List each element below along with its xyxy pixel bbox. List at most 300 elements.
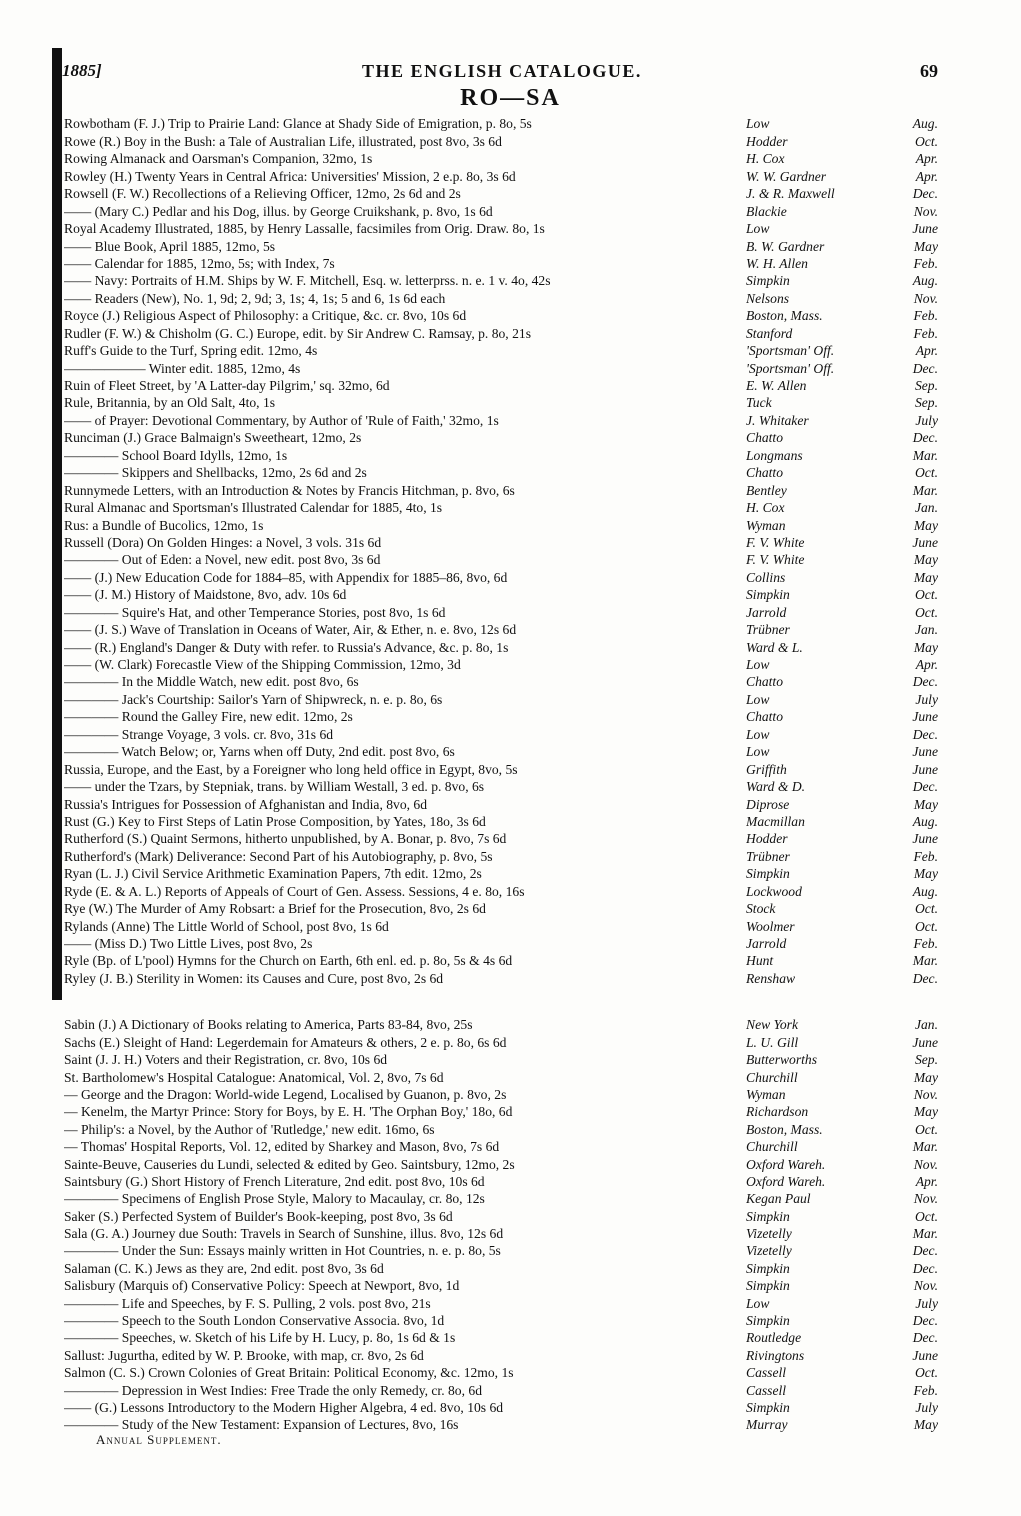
catalogue-entry (64, 220, 942, 237)
catalogue-entry (64, 150, 942, 167)
entry-publisher: Lockwood (746, 883, 802, 899)
entry-title: ———— Out of Eden: a Novel, new edit. post 8vo, 3s 6d (64, 552, 381, 568)
entry-publisher: Simpkin (746, 273, 790, 289)
entry-title: Russell (Dora) On Golden Hinges: a Novel, 3 vols. 31s 6d (64, 534, 382, 550)
entry-title: Salisbury (Marquis of) Conservative Policy: Speech at Newport, 8vo, 1d (64, 1278, 460, 1294)
catalogue-entry (64, 1138, 942, 1155)
catalogue-entry (64, 359, 942, 376)
catalogue-entry (64, 1173, 942, 1190)
entry-list-ro (64, 115, 942, 987)
entry-month: Dec. (912, 1313, 938, 1329)
entry-month: Oct. (914, 1208, 938, 1224)
entry-publisher: Butterworths (746, 1052, 817, 1068)
entry-title: Saker (S.) Perfected System of Builder's Book-keeping, post 8vo, 3s 6d (64, 1208, 453, 1224)
catalogue-entry (64, 394, 942, 411)
catalogue-entry (64, 1086, 942, 1103)
entry-month: May (913, 238, 938, 254)
entry-publisher: Woolmer (746, 918, 795, 934)
catalogue-entry (64, 690, 942, 707)
entry-title: Sainte-Beuve, Causeries du Lundi, selected & edited by Geo. Saintsbury, 12mo, 2s (64, 1156, 515, 1172)
catalogue-entry (64, 1033, 942, 1050)
catalogue-entry (64, 324, 942, 341)
entry-month: Dec. (912, 186, 938, 202)
entry-title: Ruff's Guide to the Turf, Spring edit. 12mo, 4s (64, 343, 318, 359)
entry-month: Aug. (912, 273, 938, 289)
entry-title: — Kenelm, the Martyr Prince: Story for Boys, by E. H. 'The Orphan Boy,' 18o, 6d (64, 1104, 513, 1120)
entry-month: Dec. (912, 1260, 938, 1276)
entry-title: Ryan (L. J.) Civil Service Arithmetic Examination Papers, 7th edit. 12mo, 2s (64, 866, 482, 882)
entry-publisher: Wyman (746, 1086, 786, 1102)
entry-month: Oct. (914, 604, 938, 620)
catalogue-entry (64, 307, 942, 324)
entry-month: Nov. (913, 1086, 938, 1102)
entry-title: —— (Mary C.) Pedlar and his Dog, illus. by George Cruikshank, p. 8vo, 1s 6d (64, 203, 493, 219)
entry-title: Rowe (R.) Boy in the Bush: a Tale of Australian Life, illustrated, post 8vo, 3s 6d (64, 133, 502, 149)
entry-month: June (912, 1347, 938, 1363)
entry-publisher: Stanford (746, 325, 793, 341)
entry-title: Rutherford's (Mark) Deliverance: Second Part of his Autobiography, p. 8vo, 5s (64, 848, 493, 864)
entry-month: May (913, 1104, 938, 1120)
entry-month: Dec. (912, 1330, 938, 1346)
entry-month: Oct. (914, 133, 938, 149)
entry-month: Mar. (912, 482, 938, 498)
entry-title: ———— Watch Below; or, Yarns when off Duty, 2nd edit. post 8vo, 6s (64, 744, 455, 760)
entry-publisher: Low (746, 726, 770, 742)
catalogue-entry (64, 708, 942, 725)
entry-month: Feb. (913, 1382, 938, 1398)
catalogue-entry (64, 795, 942, 812)
entry-title: — George and the Dragon: World-wide Legend, Localised by Guanon, p. 8vo, 2s (64, 1086, 507, 1102)
entry-month: Oct. (914, 918, 938, 934)
entry-title: —— under the Tzars, by Stepniak, trans. by William Westall, 3 ed. p. 8vo, 6s (64, 779, 485, 795)
entry-month: July (915, 1295, 938, 1311)
entry-publisher: Murray (746, 1417, 788, 1433)
catalogue-entry (64, 1329, 942, 1346)
entry-title: ———— Skippers and Shellbacks, 12mo, 2s 6d and 2s (64, 465, 367, 481)
catalogue-entry (64, 115, 942, 132)
catalogue-entry (64, 743, 942, 760)
entry-month: Dec. (912, 674, 938, 690)
entry-month: Feb. (913, 308, 938, 324)
entry-publisher: Boston, Mass. (746, 1121, 823, 1137)
entry-title: Ryde (E. & A. L.) Reports of Appeals of Court of Gen. Assess. Sessions, 4 e. 8o, 16s (64, 883, 525, 899)
catalogue-entry (64, 464, 942, 481)
entry-month: Sep. (914, 1052, 938, 1068)
entry-publisher: H. Cox (746, 500, 785, 516)
entry-title: —— (W. Clark) Forecastle View of the Shipping Commission, 12mo, 3d (64, 657, 461, 672)
entry-title: —— (J. M.) History of Maidstone, 8vo, adv. 10s 6d (64, 587, 347, 603)
catalogue-entry (64, 185, 942, 202)
catalogue-entry (64, 1399, 942, 1416)
entry-month: Feb. (913, 936, 938, 951)
entry-title: Ryle (Bp. of L'pool) Hymns for the Church on Earth, 6th enl. ed. p. 8o, 5s & 4s 6d (64, 953, 513, 969)
entry-publisher: Vizetelly (746, 1243, 792, 1259)
entry-publisher: New York (746, 1017, 798, 1033)
entry-publisher: Low (746, 657, 770, 672)
entry-month: May (913, 866, 938, 882)
entry-publisher: Richardson (746, 1104, 809, 1120)
catalogue-entry (64, 725, 942, 742)
catalogue-entry (64, 778, 942, 795)
entry-publisher: Ward & L. (746, 639, 803, 655)
catalogue-entry (64, 969, 942, 986)
entry-publisher: Chatto (746, 709, 784, 725)
catalogue-entry (64, 255, 942, 272)
entry-publisher: Wyman (746, 517, 786, 533)
entry-month: Dec. (912, 1243, 938, 1259)
entry-title: ———— Specimens of English Prose Style, Malory to Macaulay, cr. 8o, 12s (64, 1191, 485, 1207)
catalogue-entry (64, 760, 942, 777)
entry-month: Oct. (914, 465, 938, 481)
entry-publisher: Chatto (746, 674, 784, 690)
entry-month: Feb. (913, 255, 938, 271)
entry-publisher: Low (746, 116, 770, 132)
catalogue-entry (64, 167, 942, 184)
entry-month: Sep. (914, 395, 938, 411)
entry-title: Saintsbury (G.) Short History of French Literature, 2nd edit. post 8vo, 10s 6d (64, 1173, 485, 1189)
catalogue-entry (64, 656, 942, 673)
catalogue-entry (64, 638, 942, 655)
entry-publisher: Rivingtons (746, 1347, 805, 1363)
entry-month: Jan. (914, 622, 938, 638)
entry-publisher: Diprose (746, 796, 790, 812)
entry-publisher: Simpkin (746, 1313, 790, 1329)
entry-publisher: F. V. White (746, 534, 805, 550)
entry-publisher: Churchill (746, 1139, 798, 1155)
entry-title: ———— Life and Speeches, by F. S. Pulling, 2 vols. post 8vo, 21s (64, 1295, 431, 1311)
entry-publisher: 'Sportsman' Off. (746, 343, 835, 359)
catalogue-entry (64, 289, 942, 306)
entry-month: June (912, 1034, 938, 1050)
entry-publisher: Cassell (746, 1365, 787, 1381)
entry-publisher: Ward & D. (746, 779, 806, 795)
entry-month: Jan. (914, 1017, 938, 1033)
catalogue-entry (64, 1225, 942, 1242)
entry-publisher: Chatto (746, 465, 784, 481)
entry-publisher: E. W. Allen (746, 378, 807, 393)
entry-month: Dec. (912, 430, 938, 446)
entry-publisher: Simpkin (746, 1278, 790, 1294)
entry-month: Apr. (915, 168, 938, 184)
entry-month: Apr. (915, 657, 938, 672)
catalogue-entry (64, 568, 942, 585)
entry-month: Apr. (915, 151, 938, 167)
entry-publisher: Low (746, 221, 770, 237)
binding-edge (52, 48, 62, 1000)
catalogue-entry (64, 132, 942, 149)
catalogue-entry (64, 1155, 942, 1172)
entry-publisher: Chatto (746, 430, 784, 446)
entry-publisher: Cassell (746, 1382, 787, 1398)
catalogue-entry (64, 1190, 942, 1207)
catalogue-entry (64, 1346, 942, 1363)
entry-month: Aug. (912, 116, 938, 132)
entry-month: June (912, 831, 938, 847)
entry-publisher: Trübner (746, 848, 790, 864)
entry-publisher: Collins (746, 569, 786, 585)
entry-title: ———— Round the Galley Fire, new edit. 12mo, 2s (64, 709, 353, 725)
catalogue-entry (64, 1207, 942, 1224)
catalogue-entry (64, 830, 942, 847)
entry-publisher: Bentley (746, 482, 787, 498)
entry-title: —— (Miss D.) Two Little Lives, post 8vo, 2s (64, 936, 313, 951)
entry-publisher: 'Sportsman' Off. (746, 360, 835, 376)
entry-month: Dec. (912, 360, 938, 376)
entry-title: Rowsell (F. W.) Recollections of a Relieving Officer, 12mo, 2s 6d and 2s (64, 186, 461, 202)
entry-month: Mar. (912, 1226, 938, 1242)
entry-title: ———— Speeches, w. Sketch of his Life by H. Lucy, p. 8o, 1s 6d & 1s (64, 1330, 456, 1346)
entry-month: June (912, 761, 938, 777)
catalogue-entry (64, 673, 942, 690)
catalogue-entry (64, 377, 942, 394)
entry-publisher: Blackie (746, 203, 787, 219)
entry-title: Saint (J. J. H.) Voters and their Registration, cr. 8vo, 10s 6d (64, 1052, 388, 1068)
entry-publisher: Macmillan (746, 813, 805, 829)
entry-publisher: Simpkin (746, 587, 790, 603)
entry-month: Mar. (912, 447, 938, 463)
entry-title: ———— Depression in West Indies: Free Trade the only Remedy, cr. 8o, 6d (64, 1382, 482, 1398)
catalogue-entry (64, 882, 942, 899)
entry-month: Mar. (912, 1139, 938, 1155)
catalogue-entry (64, 1242, 942, 1259)
entry-publisher: Nelsons (746, 290, 790, 306)
entry-title: Sallust: Jugurtha, edited by W. P. Brooke, with map, cr. 8vo, 2s 6d (64, 1347, 424, 1363)
entry-publisher: Simpkin (746, 1399, 790, 1415)
entry-month: Apr. (915, 1173, 938, 1189)
entry-title: —— (G.) Lessons Introductory to the Modern Higher Algebra, 4 ed. 8vo, 10s 6d (64, 1399, 504, 1415)
entry-publisher: Routledge (746, 1330, 802, 1346)
catalogue-entry (64, 1381, 942, 1398)
entry-title: ———— School Board Idylls, 12mo, 1s (64, 447, 288, 463)
entry-month: July (915, 1399, 938, 1415)
entry-month: Aug. (912, 813, 938, 829)
entry-month: July (915, 691, 938, 707)
entry-title: Rule, Britannia, by an Old Salt, 4to, 1s (64, 395, 276, 411)
entry-month: Dec. (912, 970, 938, 986)
entry-list-sa (64, 1016, 942, 1433)
entry-publisher: Hodder (746, 133, 788, 149)
catalogue-entry (64, 621, 942, 638)
section-heading: RO—SA (460, 85, 561, 111)
entry-title: Rudler (F. W.) & Chisholm (G. C.) Europe, edit. by Sir Andrew C. Ramsay, p. 8o, 21s (64, 325, 531, 341)
entry-publisher: W. W. Gardner (746, 168, 827, 184)
catalogue-entry (64, 429, 942, 446)
catalogue-entry (64, 917, 942, 934)
entry-publisher: Hunt (746, 953, 774, 969)
entry-month: Dec. (912, 779, 938, 795)
entry-title: —————— Winter edit. 1885, 12mo, 4s (64, 360, 301, 376)
entry-month: June (912, 709, 938, 725)
entry-month: June (912, 534, 938, 550)
entry-title: —— Blue Book, April 1885, 12mo, 5s (64, 238, 276, 254)
entry-publisher: Low (746, 744, 770, 760)
entry-publisher: H. Cox (746, 151, 785, 167)
catalogue-entry (64, 1416, 942, 1433)
entry-title: ———— Strange Voyage, 3 vols. cr. 8vo, 31s 6d (64, 726, 334, 742)
entry-title: ———— Under the Sun: Essays mainly written in Hot Countries, n. e. p. 8o, 5s (64, 1243, 501, 1259)
entry-publisher: Griffith (746, 761, 787, 777)
entry-title: Runciman (J.) Grace Balmaign's Sweetheart, 12mo, 2s (64, 430, 362, 446)
catalogue-entry (64, 865, 942, 882)
entry-month: Oct. (914, 901, 938, 917)
entry-month: May (913, 517, 938, 533)
catalogue-entry (64, 1277, 942, 1294)
entry-title: ———— In the Middle Watch, new edit. post 8vo, 6s (64, 674, 359, 690)
entry-title: Sachs (E.) Sleight of Hand: Legerdemain for Amateurs & others, 2 e. p. 8o, 6s 6d (64, 1034, 507, 1050)
catalogue-entry (64, 446, 942, 463)
entry-title: Salaman (C. K.) Jews as they are, 2nd edit. post 8vo, 3s 6d (64, 1260, 384, 1276)
entry-month: Nov. (913, 203, 938, 219)
entry-title: Runnymede Letters, with an Introduction & Notes by Francis Hitchman, p. 8vo, 6s (64, 482, 515, 498)
entry-publisher: Low (746, 691, 770, 707)
catalogue-entry (64, 534, 942, 551)
entry-title: Russia's Intrigues for Possession of Afghanistan and India, 8vo, 6d (64, 796, 428, 812)
catalogue-entry (64, 1364, 942, 1381)
entry-publisher: J. Whitaker (746, 412, 809, 428)
catalogue-entry (64, 411, 942, 428)
catalogue-entry (64, 1120, 942, 1137)
entry-publisher: Churchill (746, 1069, 798, 1085)
entry-publisher: Simpkin (746, 1208, 790, 1224)
page-number: 69 (920, 61, 938, 81)
entry-month: Nov. (913, 1278, 938, 1294)
entry-publisher: Longmans (746, 447, 803, 463)
catalogue-entry (64, 481, 942, 498)
catalogue-entry (64, 1051, 942, 1068)
catalogue-entry (64, 551, 942, 568)
catalogue-entry (64, 586, 942, 603)
catalogue-entry (64, 499, 942, 516)
entry-publisher: W. H. Allen (746, 255, 808, 271)
entry-title: —— of Prayer: Devotional Commentary, by Author of 'Rule of Faith,' 32mo, 1s (64, 412, 499, 428)
entry-title: —— (J.) New Education Code for 1884–85, with Appendix for 1885–86, 8vo, 6d (64, 569, 508, 585)
entry-title: Russia, Europe, and the East, by a Foreigner who long held office in Egypt, 8vo, 5s (64, 761, 518, 777)
entry-month: July (915, 412, 938, 428)
entry-title: —— Calendar for 1885, 12mo, 5s; with Index, 7s (64, 255, 335, 271)
entry-publisher: F. V. White (746, 552, 805, 568)
entry-publisher: Trübner (746, 622, 790, 638)
page-header (62, 58, 942, 84)
entry-title: Rowley (H.) Twenty Years in Central Africa: Universities' Mission, 2 e.p. 8o, 3s 6d (64, 168, 516, 184)
catalogue-entry (64, 935, 942, 952)
entry-title: —— (R.) England's Danger & Duty with refer. to Russia's Advance, &c. p. 8o, 1s (64, 639, 509, 655)
catalogue-entry (64, 1312, 942, 1329)
entry-title: Ryley (J. B.) Sterility in Women: its Causes and Cure, post 8vo, 2s 6d (64, 970, 444, 986)
entry-publisher: Low (746, 1295, 770, 1311)
entry-title: Royal Academy Illustrated, 1885, by Henry Lassalle, facsimiles from Orig. Draw. 8o, 1s (64, 221, 545, 237)
entry-title: —— Readers (New), No. 1, 9d; 2, 9d; 3, 1s; 4, 1s; 5 and 6, 1s 6d each (64, 290, 446, 306)
entry-publisher: Oxford Wareh. (746, 1156, 826, 1172)
entry-title: Rus: a Bundle of Bucolics, 12mo, 1s (64, 517, 264, 533)
catalogue-entry (64, 202, 942, 219)
entry-publisher: Stock (746, 901, 776, 917)
entry-publisher: Jarrold (746, 604, 787, 620)
catalogue-entry (64, 272, 942, 289)
page-footer: Annual Supplement. (96, 1432, 222, 1447)
entry-month: Sep. (914, 378, 938, 393)
entry-month: May (913, 552, 938, 568)
entry-month: Nov. (913, 290, 938, 306)
entry-title: Sala (G. A.) Journey due South: Travels in Search of Sunshine, illus. 8vo, 12s 6d (64, 1226, 504, 1242)
entry-month: Feb. (913, 325, 938, 341)
entry-month: May (913, 1069, 938, 1085)
entry-publisher: Jarrold (746, 936, 787, 951)
entry-month: May (913, 1417, 938, 1433)
entry-title: ———— Speech to the South London Conservative Associa. 8vo, 1d (64, 1313, 445, 1329)
entry-month: May (913, 796, 938, 812)
entry-title: — Thomas' Hospital Reports, Vol. 12, edited by Sharkey and Mason, 8vo, 7s 6d (64, 1139, 500, 1155)
catalogue-entry (64, 900, 942, 917)
catalogue-entry (64, 342, 942, 359)
catalogue-entry (64, 516, 942, 533)
entry-month: Nov. (913, 1191, 938, 1207)
catalogue-entry (64, 1068, 942, 1085)
entry-publisher: Hodder (746, 831, 788, 847)
entry-month: June (912, 744, 938, 760)
catalogue-entry (64, 952, 942, 969)
entry-publisher: J. & R. Maxwell (746, 186, 835, 202)
catalogue-entry (64, 603, 942, 620)
entry-publisher: Boston, Mass. (746, 308, 823, 324)
entry-title: Rylands (Anne) The Little World of School, post 8vo, 1s 6d (64, 918, 389, 934)
entry-month: Mar. (912, 953, 938, 969)
entry-month: Apr. (915, 343, 938, 359)
entry-title: Salmon (C. S.) Crown Colonies of Great Britain: Political Economy, &c. 12mo, 1s (64, 1365, 514, 1381)
entry-month: June (912, 221, 938, 237)
catalogue-entry (64, 813, 942, 830)
entry-month: May (913, 639, 938, 655)
entry-publisher: L. U. Gill (746, 1034, 799, 1050)
entry-title: ———— Squire's Hat, and other Temperance Stories, post 8vo, 1s 6d (64, 604, 446, 620)
entry-month: Oct. (914, 587, 938, 603)
entry-title: St. Bartholomew's Hospital Catalogue: Anatomical, Vol. 2, 8vo, 7s 6d (64, 1069, 444, 1085)
catalogue-entry (64, 1103, 942, 1120)
catalogue-entry (64, 1016, 942, 1033)
entry-title: —— Navy: Portraits of H.M. Ships by W. F. Mitchell, Esq. w. letterprss. n. e. 1 v. 4o, 42s (64, 273, 551, 289)
entry-month: May (913, 569, 938, 585)
entry-publisher: Tuck (746, 395, 772, 411)
entry-title: — Philip's: a Novel, by the Author of 'Rutledge,' new edit. 16mo, 6s (64, 1121, 435, 1137)
entry-month: Dec. (912, 726, 938, 742)
entry-month: Jan. (914, 500, 938, 516)
entry-publisher: Renshaw (746, 970, 796, 986)
entry-month: Oct. (914, 1121, 938, 1137)
catalogue-entry (64, 237, 942, 254)
entry-title: ———— Study of the New Testament: Expansion of Lectures, 8vo, 16s (64, 1417, 459, 1433)
entry-month: Nov. (913, 1156, 938, 1172)
entry-title: Rust (G.) Key to First Steps of Latin Prose Composition, by Yates, 18o, 3s 6d (64, 813, 486, 829)
catalogue-entry (64, 847, 942, 864)
entry-title: Sabin (J.) A Dictionary of Books relating to America, Parts 83-84, 8vo, 25s (64, 1017, 473, 1033)
catalogue-entry (64, 1259, 942, 1276)
entry-title: Royce (J.) Religious Aspect of Philosophy: a Critique, &c. cr. 8vo, 10s 6d (64, 308, 467, 324)
entry-publisher: B. W. Gardner (746, 238, 825, 254)
entry-month: Feb. (913, 848, 938, 864)
entry-title: Rowbotham (F. J.) Trip to Prairie Land: Glance at Shady Side of Emigration, p. 8o, 5s (64, 116, 532, 132)
entry-publisher: Vizetelly (746, 1226, 792, 1242)
entry-month: Oct. (914, 1365, 938, 1381)
header-year: 1885] (62, 61, 102, 80)
entry-title: —— (J. S.) Wave of Translation in Oceans of Water, Air, & Ether, n. e. 8vo, 12s 6d (64, 622, 517, 638)
entry-title: Rowing Almanack and Oarsman's Companion, 32mo, 1s (64, 151, 373, 167)
catalogue-entry (64, 1294, 942, 1311)
entry-title: Rye (W.) The Murder of Amy Robsart: a Brief for the Prosecution, 8vo, 2s 6d (64, 901, 486, 917)
entry-title: Rural Almanac and Sportsman's Illustrated Calendar for 1885, 4to, 1s (64, 500, 443, 516)
header-title: THE ENGLISH CATALOGUE. (362, 61, 642, 81)
entry-month: Aug. (912, 883, 938, 899)
entry-publisher: Simpkin (746, 1260, 790, 1276)
entry-publisher: Oxford Wareh. (746, 1173, 826, 1189)
